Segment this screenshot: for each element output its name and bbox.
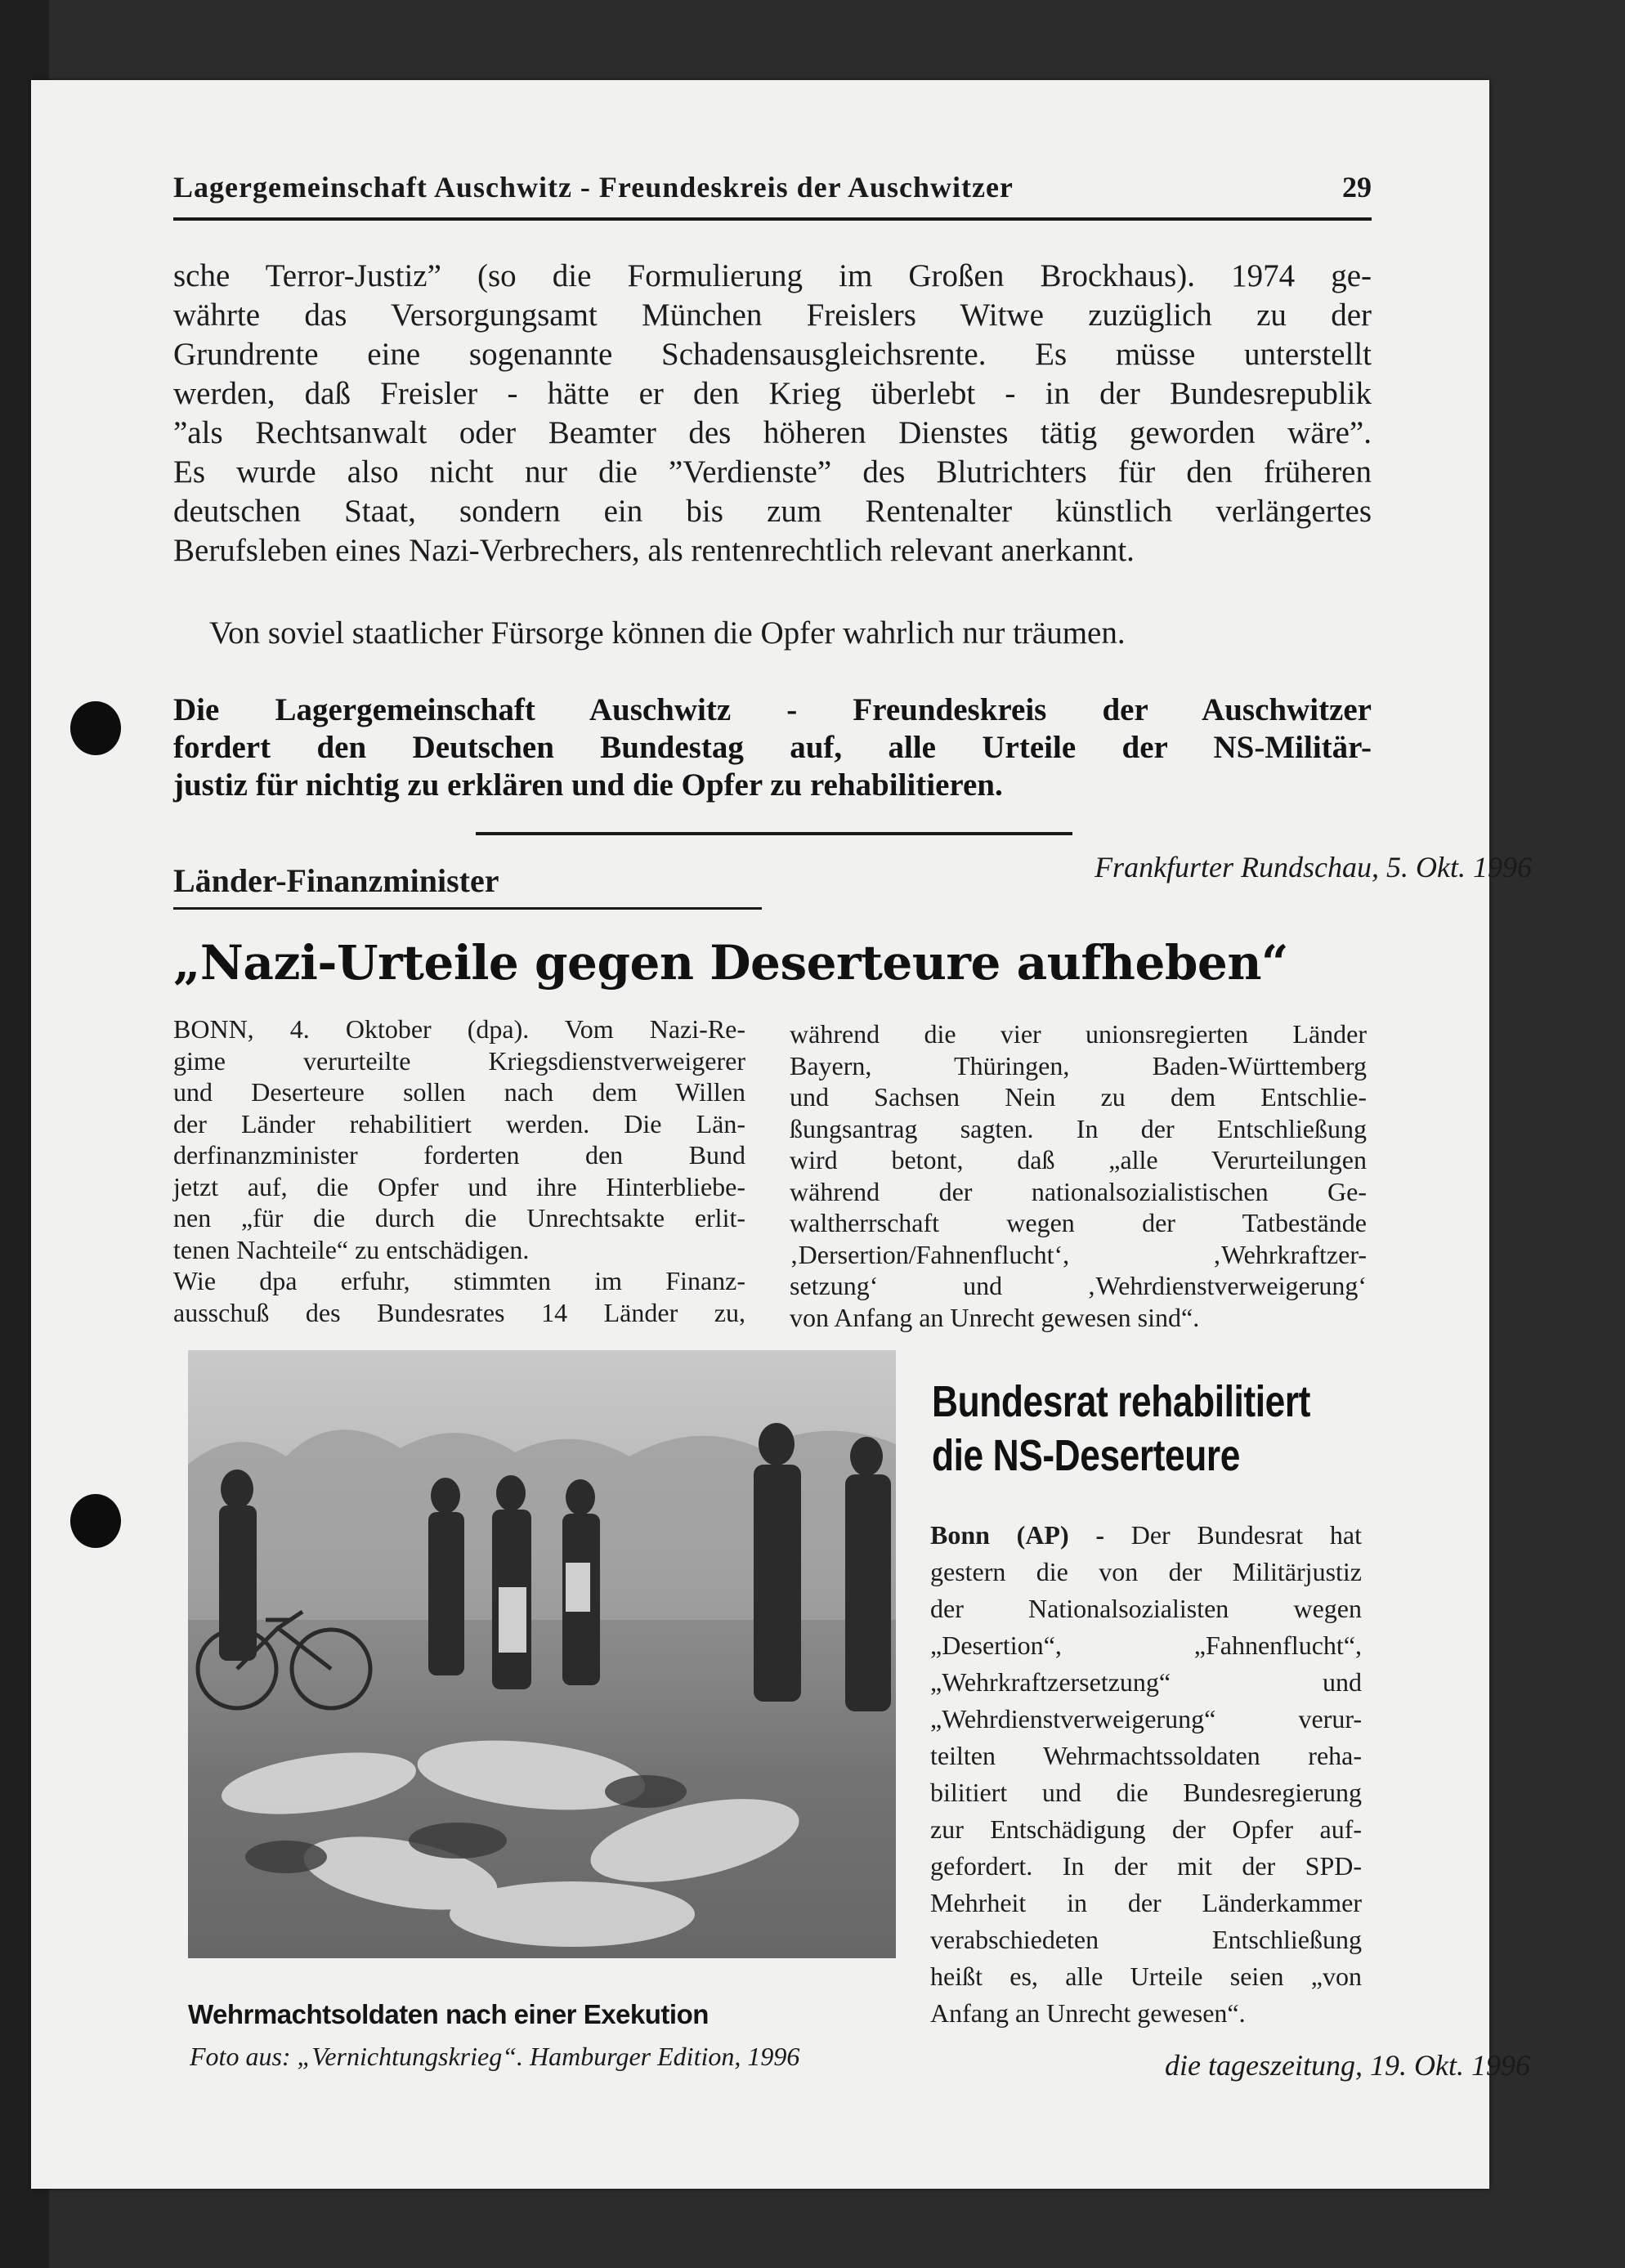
text-line: Es wurde also nicht nur die ”Verdienste” des Blutrichters für den früheren — [173, 454, 1372, 490]
photo-illustration — [188, 1350, 896, 1958]
intro-paragraph-2: Von soviel staatlicher Fürsorge können die Opfer wahrlich nur träumen. — [209, 615, 1126, 651]
column-line: und Deserteure sollen nach dem Willen — [173, 1077, 745, 1107]
text-line: werden, daß Freisler - hätte er den Krieg überlebt - in der Bundesrepublik — [173, 376, 1372, 411]
column-line: Wie dpa erfuhr, stimmten im Finanz- — [173, 1266, 745, 1295]
section-title: Länder-Finanzminister — [173, 862, 499, 899]
column-line: ‚Dersertion/Fahnenflucht‘, ‚Wehrkraftzer- — [790, 1239, 1367, 1269]
article2-source: die tageszeitung, 19. Okt. 1996 — [1165, 2049, 1530, 2082]
punch-hole-bottom — [70, 1494, 121, 1548]
headline-line: die NS-Deserteure — [932, 1431, 1240, 1480]
page-header — [173, 167, 1372, 221]
photo-caption: Wehrmachtsoldaten nach einer Exekution — [188, 1999, 709, 2029]
column-line: und Sachsen Nein zu dem Entschlie- — [790, 1082, 1367, 1112]
column-line: ausschuß des Bundesrates 14 Länder zu, — [173, 1297, 745, 1327]
text-line: sche Terror-Justiz” (so die Formulierung im Großen Brockhaus). 1974 ge- — [173, 258, 1372, 293]
article2-dateline: Bonn (AP) - — [930, 1520, 1105, 1550]
column-line: zur Entschädigung der Opfer auf- — [930, 1814, 1362, 1844]
column-line: Anfang an Unrecht gewesen“. — [930, 1998, 1246, 2028]
column-line: nen „für die durch die Unrechtsakte erlit- — [173, 1203, 745, 1232]
column-line: „Desertion“, „Fahnenflucht“, — [930, 1631, 1362, 1660]
column-line: der Länder rehabilitiert werden. Die Län- — [173, 1108, 745, 1138]
column-line: gestern die von der Militärjustiz — [930, 1557, 1362, 1586]
execution-photo — [188, 1350, 896, 1958]
headline-line: Bundesrat rehabilitiert — [932, 1377, 1310, 1426]
text-line: Grundrente eine sogenannte Schadensausgleichsrente. Es müsse unterstellt — [173, 337, 1372, 372]
column-line: gefordert. In der mit der SPD- — [930, 1851, 1362, 1881]
column-line: der Nationalsozialisten wegen — [930, 1594, 1362, 1623]
column-line: jetzt auf, die Opfer und ihre Hinterbliebe- — [173, 1171, 745, 1201]
column-line: „Wehrdienstverweigerung“ verur- — [930, 1704, 1362, 1733]
punch-hole-top — [70, 701, 121, 755]
text-line: Berufsleben eines Nazi-Verbrechers, als rentenrechtlich relevant anerkannt. — [173, 533, 1135, 568]
demand-line: Die Lagergemeinschaft Auschwitz - Freundeskreis der Auschwitzer — [173, 692, 1372, 727]
page-number: 29 — [1342, 171, 1372, 204]
column-line: heißt es, alle Urteile seien „von — [930, 1962, 1362, 1991]
column-line: ßungsantrag sagten. In der Entschließung — [790, 1113, 1367, 1143]
column-line: teilten Wehrmachtssoldaten reha- — [930, 1741, 1362, 1770]
text-line: deutschen Staat, sondern ein bis zum Rentenalter künstlich verlängertes — [173, 494, 1372, 529]
header-title: Lagergemeinschaft Auschwitz - Freundeskreis der Auschwitzer — [173, 171, 1014, 204]
column-line: wird betont, daß „alle Verurteilungen — [790, 1145, 1367, 1174]
column-line: von Anfang an Unrecht gewesen sind“. — [790, 1302, 1200, 1332]
column-line: verabschiedeten Entschließung — [930, 1925, 1362, 1954]
text-line: währte das Versorgungsamt München Freislers Witwe zuzüglich zu der — [173, 297, 1372, 333]
divider-rule — [476, 832, 1072, 835]
column-line: bilitiert und die Bundesregierung — [930, 1778, 1362, 1807]
article1-column-1 — [173, 1013, 745, 1328]
column-line: waltherrschaft wegen der Tatbestände — [790, 1208, 1367, 1237]
demand-line: fordert den Deutschen Bundestag auf, alle Urteile der NS-Militär- — [173, 730, 1372, 765]
column-line: während der nationalsozialistischen Ge- — [790, 1176, 1367, 1206]
photo-credit: Foto aus: „Vernichtungskrieg“. Hamburger Edition, 1996 — [190, 2042, 800, 2071]
column-line: Mehrheit in der Länderkammer — [930, 1888, 1362, 1917]
text-line: ”als Rechtsanwalt oder Beamter des höheren Dienstes tätig geworden wäre”. — [173, 415, 1372, 450]
column-line: derfinanzminister forderten den Bund — [173, 1140, 745, 1170]
column-line: während die vier unionsregierten Länder — [790, 1019, 1367, 1049]
column-line: tenen Nachteile“ zu entschädigen. — [173, 1234, 530, 1264]
article2-column — [930, 1517, 1362, 2032]
demand-line: justiz für nichtig zu erklären und die Opfer zu rehabilitieren. — [173, 767, 1003, 803]
article2-headline — [932, 1375, 1310, 1483]
article1-column-2 — [790, 1018, 1367, 1333]
article1-source: Frankfurter Rundschau, 5. Okt. 1996 — [1095, 851, 1532, 883]
column-line: gime verurteilte Kriegsdienstverweigerer — [173, 1045, 745, 1076]
column-line: Der Bundesrat hat — [1104, 1520, 1363, 1550]
demand-statement — [173, 691, 1372, 804]
column-line: BONN, 4. Oktober (dpa). Vom Nazi-Re- — [173, 1014, 745, 1044]
column-line: setzung‘ und ‚Wehrdienstverweigerung‘ — [790, 1271, 1367, 1300]
article1-headline: „Nazi-Urteile gegen Deserteure aufheben“ — [173, 935, 1288, 991]
section-rule — [173, 907, 762, 910]
intro-paragraph — [173, 257, 1372, 570]
column-line: Bayern, Thüringen, Baden-Württemberg — [790, 1050, 1367, 1080]
column-line: „Wehrkraftzersetzung“ und — [930, 1667, 1362, 1697]
